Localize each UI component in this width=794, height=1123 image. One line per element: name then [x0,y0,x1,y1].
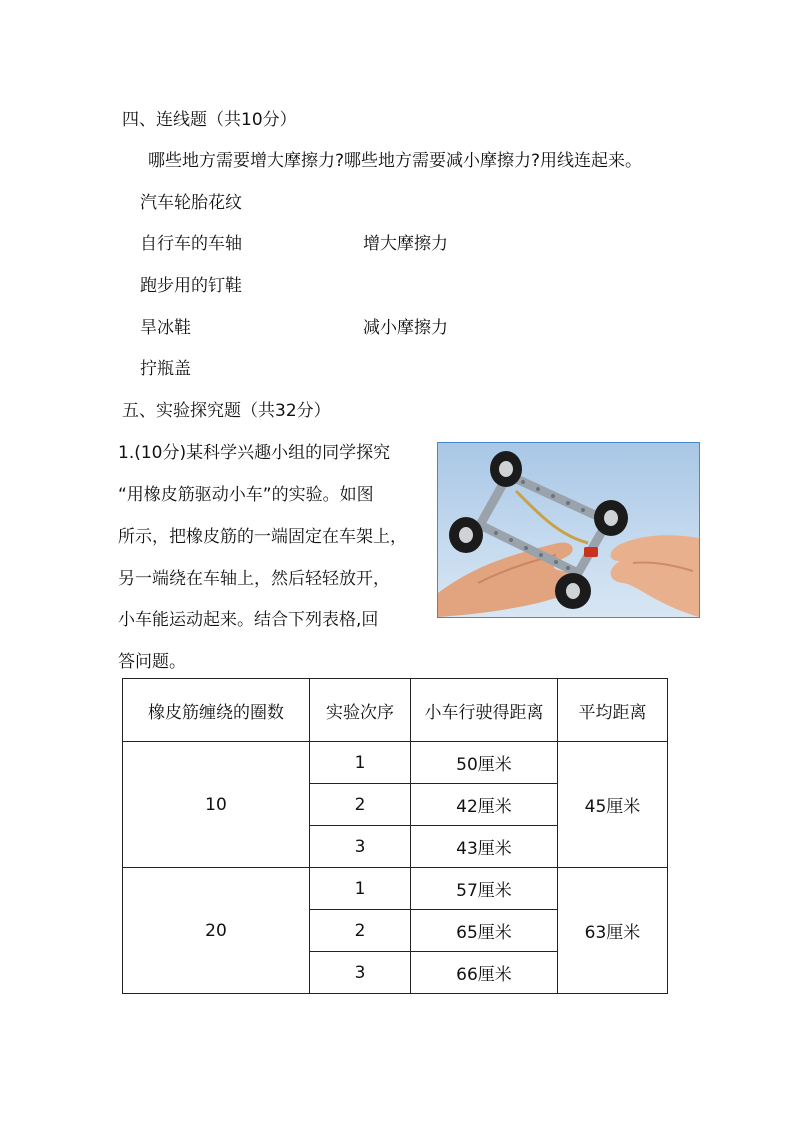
cell-distance: 65厘米 [411,910,558,952]
table-row [123,868,668,910]
cell-turns: 20 [123,868,310,994]
cell-order: 3 [310,826,411,868]
rubber-band-car-photo [437,442,700,618]
header-order: 实验次序 [310,679,411,742]
section5-title: 五、实验探究题（共32分） [122,401,331,421]
q1-line-6: 答问题。 [118,652,186,672]
table-header-row [123,679,668,742]
left-item-spike-shoes: 跑步用的钉鞋 [140,276,242,296]
q1-line-1: 1.(10分)某科学兴趣小组的同学探究 [118,443,391,463]
header-average: 平均距离 [558,679,668,742]
left-item-bottle-cap: 拧瓶盖 [140,359,191,379]
section4-title: 四、连线题（共10分） [122,110,297,130]
left-item-tire-tread: 汽车轮胎花纹 [140,193,242,213]
right-item-increase-friction: 增大摩擦力 [363,234,448,254]
table-row [123,742,668,784]
cell-distance: 50厘米 [411,742,558,784]
cell-distance: 66厘米 [411,952,558,994]
left-item-roller-skates: 旱冰鞋 [140,318,191,338]
q1-line-5: 小车能运动起来。结合下列表格,回 [118,610,379,630]
q1-line-4: 另一端绕在车轴上，然后轻轻放开， [118,569,390,589]
cell-order: 2 [310,784,411,826]
header-distance: 小车行驶得距离 [411,679,558,742]
cell-distance: 42厘米 [411,784,558,826]
q1-line-3: 所示，把橡皮筋的一端固定在车架上， [118,527,407,547]
cell-average: 45厘米 [558,742,668,868]
cell-distance: 57厘米 [411,868,558,910]
right-item-decrease-friction: 减小摩擦力 [363,318,448,338]
section4-question: 哪些地方需要增大摩擦力?哪些地方需要减小摩擦力?用线连起来。 [148,151,643,171]
header-turns: 橡皮筋缠绕的圈数 [123,679,310,742]
q1-line-2: “用橡皮筋驱动小车”的实验。如图 [118,485,374,505]
cell-order: 1 [310,868,411,910]
cell-turns: 10 [123,742,310,868]
cell-average: 63厘米 [558,868,668,994]
experiment-table [122,678,668,994]
cell-distance: 43厘米 [411,826,558,868]
cell-order: 1 [310,742,411,784]
left-item-bike-axle: 自行车的车轴 [140,234,242,254]
cell-order: 3 [310,952,411,994]
cell-order: 2 [310,910,411,952]
